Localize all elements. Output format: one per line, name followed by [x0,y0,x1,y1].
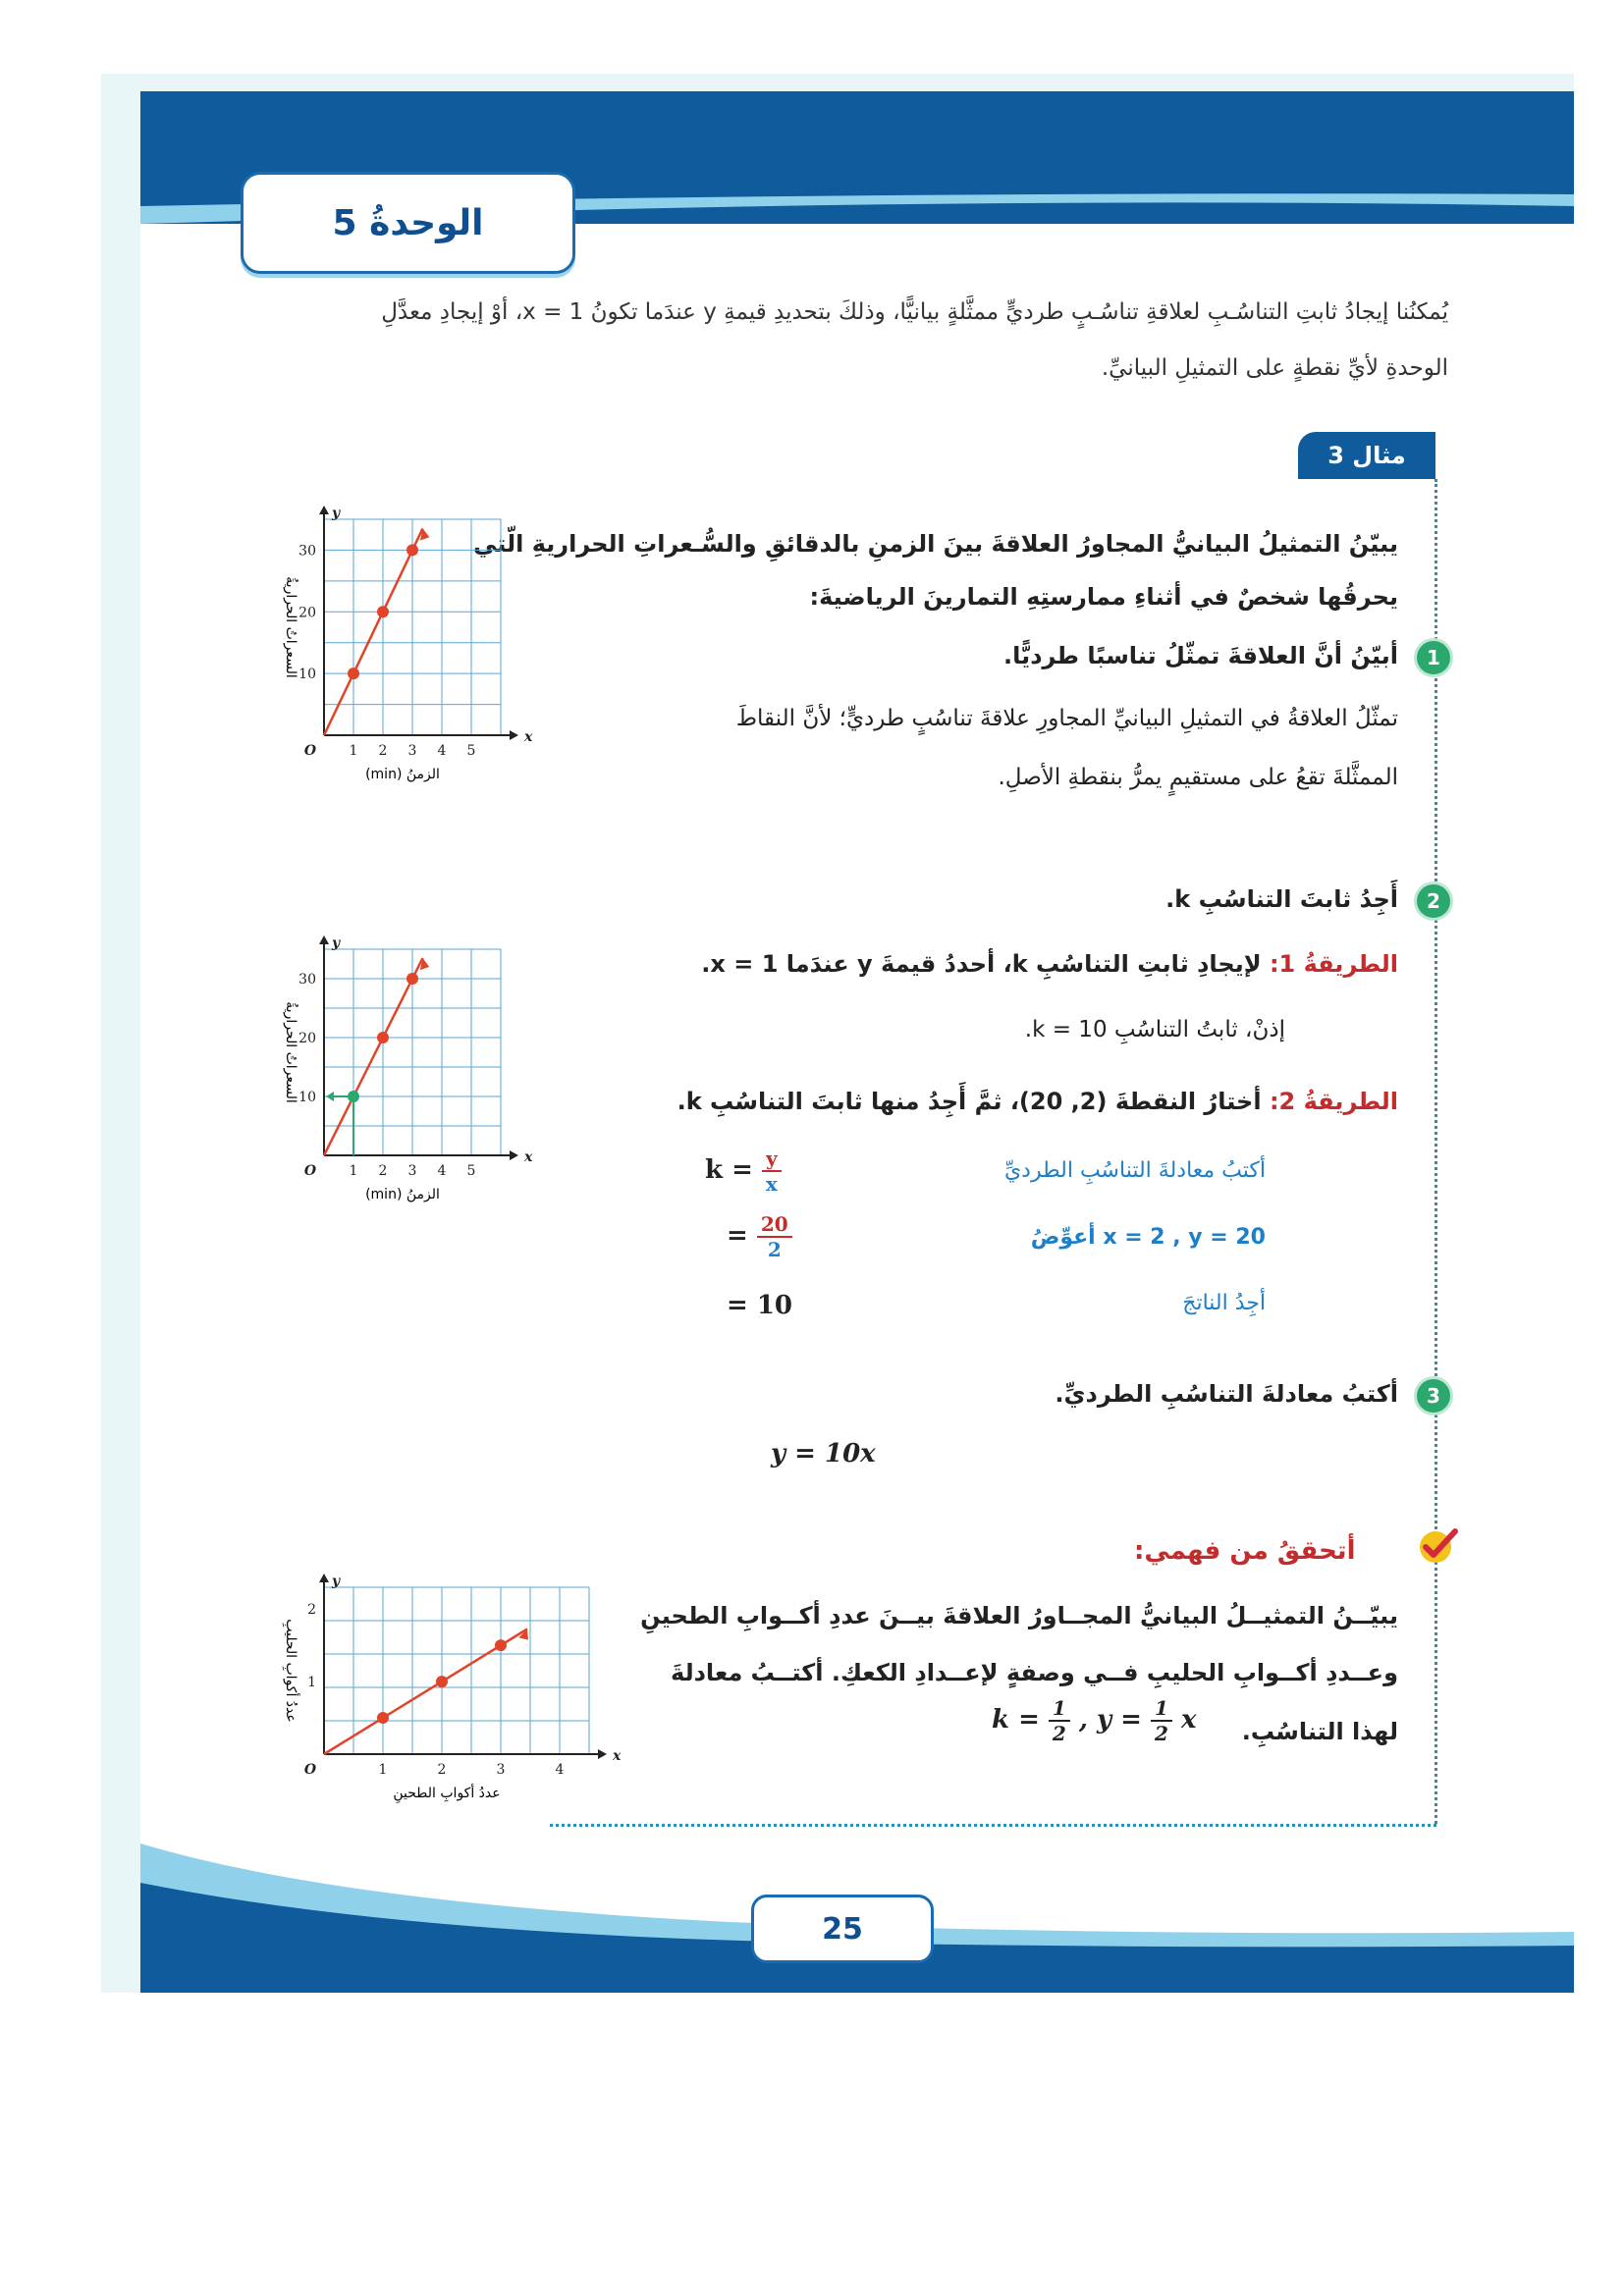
x-axis-title: الزمنُ (min) [365,1187,440,1202]
x-axis-title: عددُ أكوابِ الطحينِ [393,1786,501,1801]
y-tick-label: 30 [298,543,316,560]
step-2-den: 2 [767,1238,782,1261]
x-tick-label: 3 [496,1762,506,1778]
y-axis-name: y [332,935,341,951]
example-tag: مثال 3 [1298,432,1435,479]
method-2 [677,1088,1398,1115]
step-1-num: y [762,1147,782,1172]
y-tick-label: 2 [307,1602,316,1619]
question-3-badge: 3 [1414,1376,1453,1415]
question-2-badge: 2 [1414,881,1453,921]
y-tick-label: 10 [298,1090,316,1105]
question-1-answer-line-1: تمثّلُ العلاقةُ في التمثيلِ البيانيِّ المجاورِ علاقةَ تناسُبٍ طرديٍّ؛ لأنَّ النقاطَ [735,706,1398,731]
method-2-text: أختارُ النقطةَ (2, 20)، ثمَّ أَجِدُ منها ثابتَ التناسُبِ k. [677,1088,1262,1115]
x-tick-label: 2 [378,743,388,759]
intro-line-2: الوحدةِ لأيِّ نقطةٍ على التمثيلِ البيانيِّ. [1101,355,1448,381]
x-axis-name: x [613,1748,622,1764]
example-prompt-line-2: يحرقُها شخصٌ في أثناءِ ممارستِهِ التمارينَ الرياضيةَ: [809,583,1398,611]
question-3-answer: y = 10x [771,1439,876,1468]
example-frame-right [1435,479,1437,1824]
y-axis-arrow-icon [319,506,329,514]
x-axis-arrow-icon [510,730,518,740]
method-2-label: الطريقةُ 2: [1269,1088,1398,1115]
y-axis-title: عددُ أكوابِ الحليبِ [283,1619,298,1723]
answer-y-num: 1 [1151,1696,1172,1722]
data-point [406,544,418,556]
step-2-lhs: = [727,1221,748,1251]
x-axis-arrow-icon [510,1150,518,1160]
y-tick-label: 1 [307,1675,316,1691]
question-3-title: أكتبُ معادلةَ التناسُبِ الطرديِّ. [1055,1380,1398,1408]
check-line-1: يبيّــنُ التمثيــلُ البيانيُّ المجــاورُ العلاقةَ بيــنَ عددِ أكــوابِ الطحينِ [640,1602,1398,1629]
method-1-result: إذنْ، ثابتُ التناسُبِ k = 10. [1024,1017,1285,1042]
y-axis-name: y [332,506,341,521]
x-tick-label: 2 [378,1163,388,1179]
check-line-3: لهذا التناسُبِ. [1241,1718,1398,1745]
origin-label: O [303,743,317,759]
answer-k-fraction [1049,1696,1070,1745]
graph-calories-1 [236,506,533,800]
highlight-arrow-icon [326,1092,334,1101]
step-3-equation: = 10 [727,1291,793,1320]
x-axis-name: x [524,1149,533,1165]
data-point [377,1032,389,1043]
y-tick-label: 20 [298,1031,316,1046]
answer-k-num: 1 [1049,1696,1070,1722]
step-2-fraction [757,1212,792,1261]
step-2-note: x = 2 , y = 20 أعوِّضُ [1030,1225,1266,1250]
x-tick-label: 3 [407,1163,417,1179]
method-1 [701,950,1398,978]
graph-calories-2 [236,935,533,1222]
step-2-num: 20 [757,1212,792,1238]
unit-title: الوحدةُ 5 [241,172,575,274]
y-tick-label: 20 [298,605,316,621]
step-1-equation [705,1147,782,1196]
question-1-title: أبيّنُ أنَّ العلاقةَ تمثّلُ تناسبًا طرديًّا. [1003,642,1398,669]
data-point [406,973,418,985]
answer-y-fraction [1151,1696,1172,1745]
x-axis-title: الزمنُ (min) [365,767,440,782]
question-2-title: أَجِدُ ثابتَ التناسُبِ k. [1165,885,1398,913]
y-axis-title: السعراتُ الحراريةُ [283,1001,298,1103]
y-axis-title: السعراتُ الحراريةُ [283,576,298,678]
answer-k-label: k = [992,1705,1040,1735]
answer-k-den: 2 [1052,1722,1066,1745]
x-tick-label: 4 [555,1762,565,1778]
data-point [436,1676,448,1687]
x-axis-arrow-icon [598,1749,607,1759]
x-tick-label: 4 [437,1163,447,1179]
data-point [495,1639,507,1651]
question-1-badge: 1 [1414,638,1453,677]
y-tick-label: 30 [298,972,316,988]
data-point [377,1712,389,1724]
check-line-2: وعــددِ أكــوابِ الحليبِ فــي وصفةٍ لإعــدادِ الكعكِ. أكتــبُ معادلةَ [671,1659,1398,1686]
x-tick-label: 3 [407,743,417,759]
answer-y-x: x [1181,1705,1197,1735]
y-axis-name: y [332,1574,341,1589]
step-1-fraction [762,1147,782,1196]
origin-label: O [303,1762,317,1778]
x-tick-label: 5 [466,743,476,759]
method-1-text: لإيجادِ ثابتِ التناسُبِ k، أحددُ قيمةَ y عندَما x = 1. [701,950,1262,978]
method-1-label: الطريقةُ 1: [1269,950,1398,978]
answer-y-den: 2 [1155,1722,1168,1745]
x-tick-label: 1 [349,743,358,759]
x-tick-label: 2 [437,1762,447,1778]
step-2-equation [727,1212,792,1261]
intro-paragraph [250,285,1448,397]
example-frame-bottom [550,1824,1436,1827]
answer-y-label: , y = [1078,1705,1142,1735]
page-number: 25 [751,1895,934,1963]
check-understanding-title: أتحققُ من فهمي: [1134,1536,1356,1566]
x-tick-label: 1 [349,1163,358,1179]
x-tick-label: 1 [378,1762,388,1778]
example-prompt-line-1: يبيّنُ التمثيلُ البيانيُّ المجاورُ العلاقةَ بينَ الزمنِ بالدقائقِ والسُّـعراتِ الحراريةِ الّتي [473,530,1398,558]
y-tick-label: 10 [298,667,316,683]
x-tick-label: 5 [466,1163,476,1179]
data-point [348,667,359,679]
x-axis-name: x [524,729,533,745]
graph-flour-milk [236,1574,622,1816]
intro-line-1: يُمكنُنا إيجادُ ثابتِ التناسُـبِ لعلاقةِ تناسُـبٍ طرديٍّ ممثَّلةٍ بيانيًّا، وذلكَ بتحديدِ قيمةِ y عندَما تكونُ x = 1، أوْ إيجادِ معدَّلِ [381,299,1448,325]
step-1-lhs: k = [705,1155,753,1185]
data-point [377,606,389,617]
y-axis-arrow-icon [319,935,329,944]
question-1-answer-line-2: الممثَّلةَ تقعُ على مستقيمٍ يمرُّ بنقطةِ الأصلِ. [998,765,1398,790]
check-answer [992,1696,1197,1745]
data-point [348,1091,359,1102]
checkmark-badge-icon [1414,1522,1461,1569]
step-1-note: أكتبُ معادلةَ التناسُبِ الطرديِّ [1003,1158,1266,1183]
step-1-den: x [765,1172,778,1196]
x-tick-label: 4 [437,743,447,759]
y-axis-arrow-icon [319,1574,329,1582]
origin-label: O [303,1163,317,1179]
step-3-note: أجِدُ الناتجَ [1182,1291,1266,1315]
